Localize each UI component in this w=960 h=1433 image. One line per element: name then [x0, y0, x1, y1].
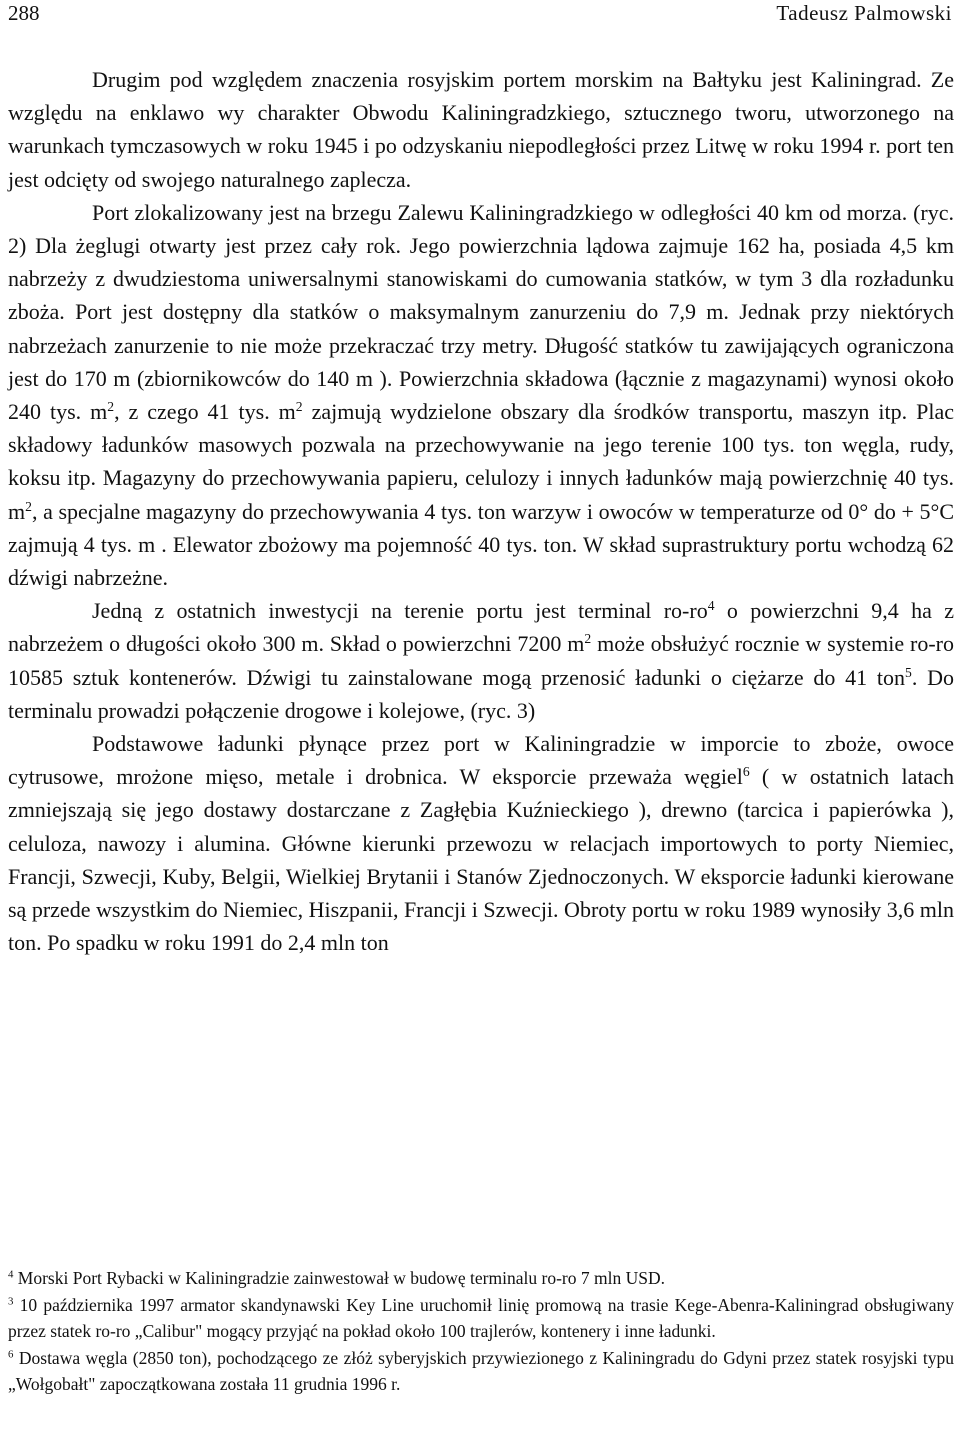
footnotes [8, 1265, 954, 1398]
paragraph-1: Drugim pod względem znaczenia rosyjskim portem morskim na Bałtyku jest Kaliningrad. Ze względu na enklawo wy charakter Obwodu Kaliningradzkiego, sztucznego tworu, utworzonego na warunkach tymczasowych w roku 1945 i po odzyskaniu niepodległości przez Litwę w roku 1994 r. port ten jest odcięty od swojego naturalnego zaplecza. [8, 67, 954, 192]
running-head-author: Tadeusz Palmowski [776, 1, 952, 25]
footnote-mark: 3 [8, 1295, 14, 1307]
page-number: 288 [8, 1, 40, 25]
footnote-mark: 4 [8, 1268, 14, 1281]
footnote-ref-4: 4 [707, 598, 715, 614]
footnote-mark: 6 [8, 1348, 14, 1360]
paragraph-4: Podstawowe ładunki płynące przez port w Kaliningradzie w imporcie to zboże, owoce cytrusowe, mrożone mięso, metale i drobnica. W eksporcie przeważa węgiel$^6$ ( w ostatnich latach zmniejszają się jego dostawy dostarczane z Zagłębia Kuźnieckiego ), drewno (tarcica i papierówka ), celuloza, nawozy i alumina. Główne kierunki przewozu w relacjach importowych to porty Niemiec, Francji, Szwecji, Kuby, Belgii, Wielkiej Brytanii i Stanów Zjednoczonych. W eksporcie ładunki kierowane są przede wszystkim do Niemiec, Hiszpanii, Francji i Szwecji. Obroty portu w roku 1989 wynosiły 3,6 mln ton. Po spadku w roku 1991 do 2,4 mln ton [8, 731, 954, 956]
superscript-2: 2 [107, 398, 115, 414]
body-text [8, 63, 954, 959]
paragraph-3: Jedną z ostatnich inwestycji na terenie portu jest terminal $ro-ro^4$ o powierzchni 9,4 ha z nabrzeżem o długości około 300 m. Skład o powierzchni 7200 $m^2$ może obsłużyć rocznie w systemie ro-ro 10585 sztuk kontenerów. Dźwigi tu zainstalowane mogą przenosić ładunki o ciężarze do 41 ton$^5$. Do terminalu prowadzi połączenie drogowe i kolejowe, (ryc. 3) [8, 598, 955, 723]
footnote-ref-5: 5 [905, 664, 912, 680]
superscript-2: 2 [25, 498, 32, 514]
superscript-2: 2 [295, 398, 303, 414]
footnote-ref-6: 6 [742, 764, 750, 780]
footnote-3: $^3$ 10 października 1997 armator skandynawski Key Line uruchomił linię promową na trasie Kege-Abenra-Kaliningrad obsługiwany przez statek ro-ro „Calibur" mogący przyjąć na pokład około 100 trajlerów, kontenery i inne ładunki. [8, 1294, 954, 1341]
page-header [8, 0, 952, 26]
superscript-2: 2 [584, 631, 592, 647]
paragraph-2: Port zlokalizowany jest na brzegu Zalewu Kaliningradzkiego w odległości 40 km od morza. (ryc. 2) Dla żeglugi otwarty jest przez cały rok. Jego powierzchnia lądowa zajmuje 162 ha, posiada 4,5 km nabrzeży z dwudziestoma uniwersalnymi stanowiskami do cumowania statków, w tym 3 dla rozładunku zboża. Port jest dostępny dla statków o maksymalnym zanurzeniu do 7,9 m. Jednak przy niektórych nabrzeżach zanurzenie to nie może przekraczać trzy metry. Długość statków tu zawijających ograniczona jest do 170 m (zbiornikowców do 140 m ). Powierzchnia składowa (łącznie z magazynami) wynosi około 240 tys. $m^2$, z czego 41 tys. $m^2$ zajmują wydzielone obszary dla środków transportu, maszyn itp. Plac składowy ładunków masowych pozwala na przechowywanie na jego terenie 100 tys. ton węgla, rudy, koksu itp. Magazyny do przechowywania papieru, celulozy i innych ładunków mają powierzchnię 40 tys. $m^2$, a specjalne magazyny do przechowywania 4 tys. ton warzyw i owoców w temperaturze od 0° do + 5°C zajmują 4 tys. m . Elewator zbożowy ma pojemność 40 tys. ton. W skład suprastruktury portu wchodzą 62 dźwigi nabrzeżne. [8, 199, 954, 591]
footnote-4: $^4$ Morski Port Rybacki w Kaliningradzie zainwestował w budowę terminalu ro-ro 7 mln USD. [8, 1268, 665, 1288]
footnote-6: $^6$ Dostawa węgla (2850 ton), pochodzącego ze złóż syberyjskich przywiezionego z Kaliningradu do Gdyni przez statek rosyjski typu „Wołgobałt" zapoczątkowana została 11 grudnia 1996 r. [8, 1347, 954, 1394]
